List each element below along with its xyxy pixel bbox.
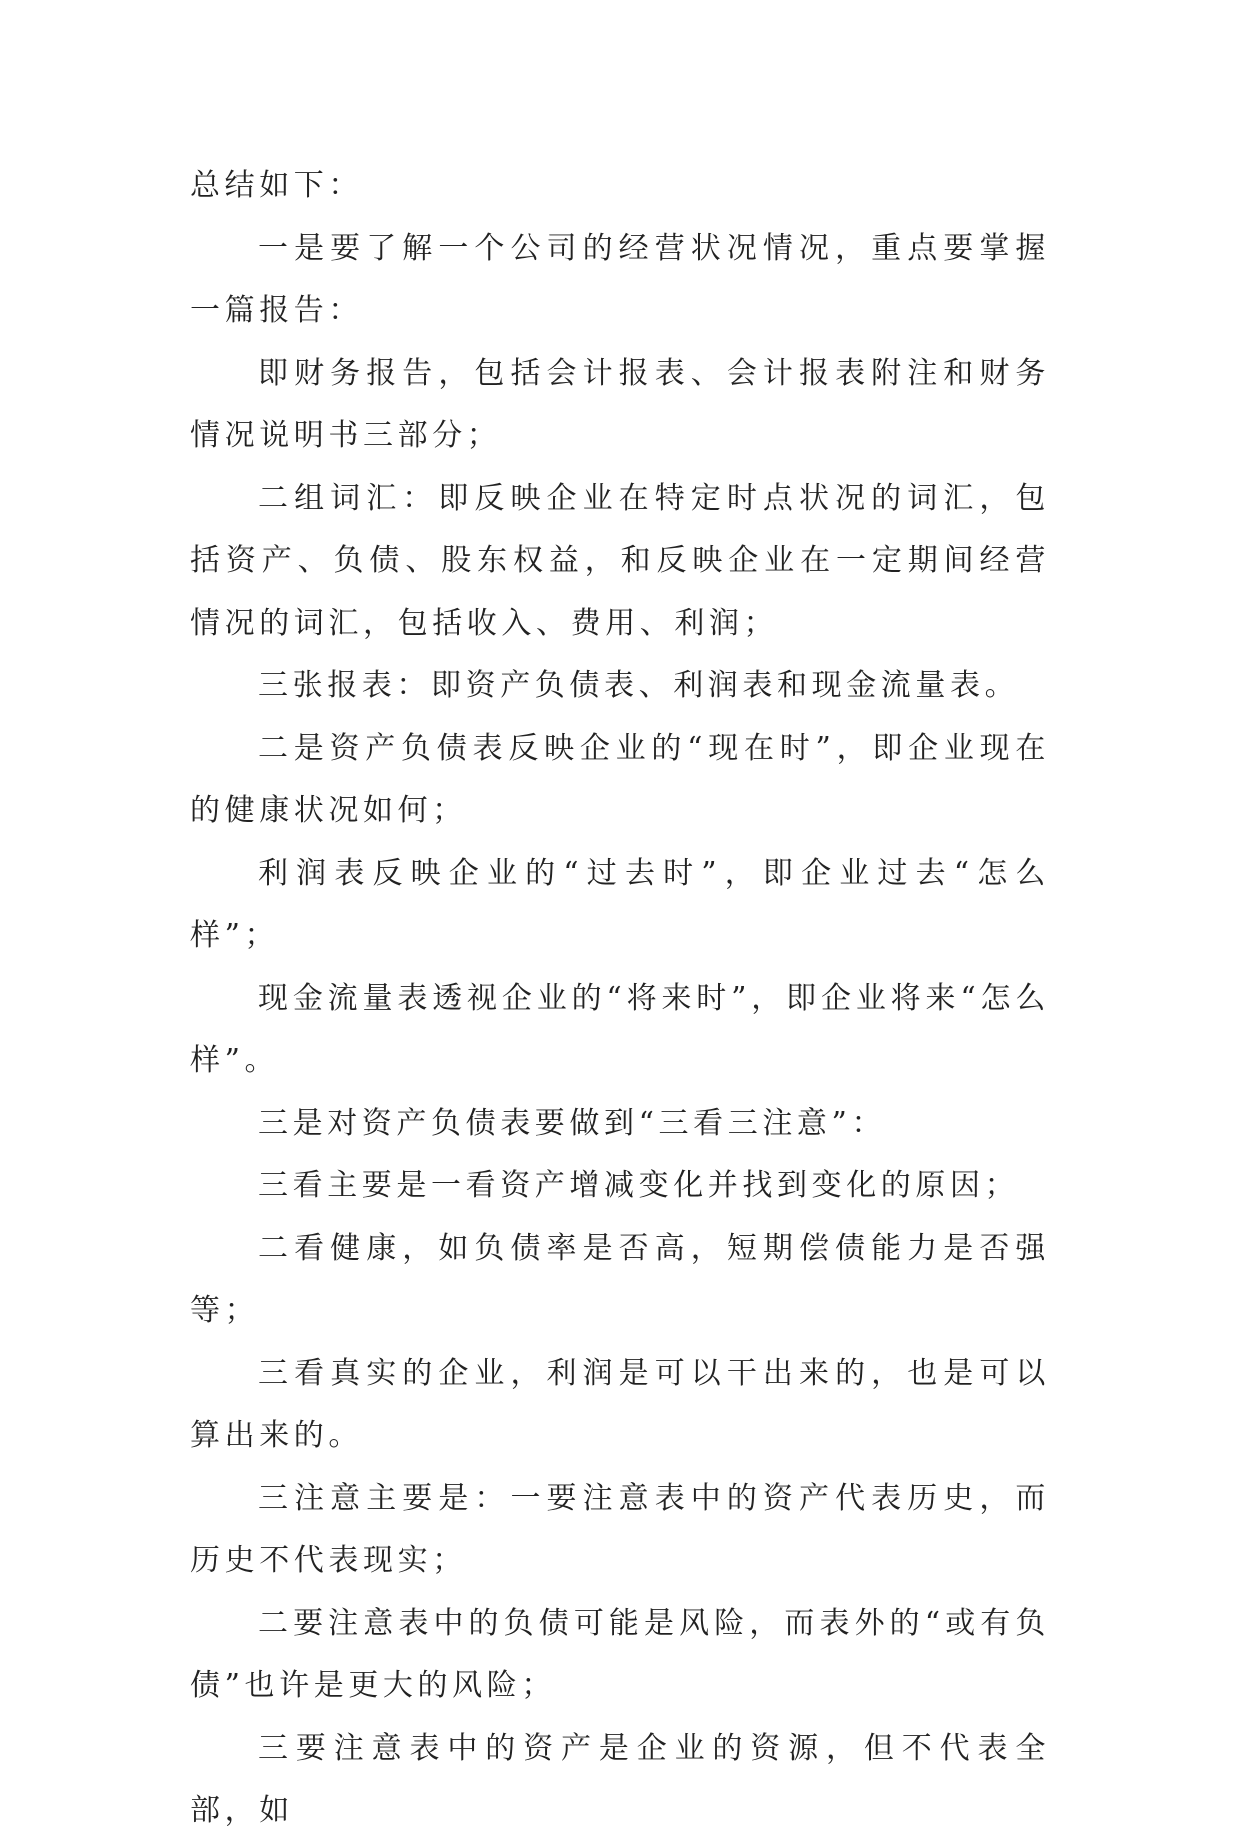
paragraph: 三是对资产负债表要做到“三看三注意”： (258, 1105, 887, 1141)
paragraph: 即财务报告，包括会计报表、会计报表附注和财务情况说明书三部分； (190, 355, 1050, 453)
paragraph: 二看健康，如负债率是否高，短期偿债能力是否强等； (190, 1230, 1050, 1328)
paragraph: 三要注意表中的资产是企业的资源，但不代表全部，如 (190, 1730, 1050, 1828)
paragraph: 一是要了解一个公司的经营状况情况，重点要掌握一篇报告： (190, 230, 1050, 328)
paragraph: 利润表反映企业的“过去时”，即企业过去“怎么样”； (190, 855, 1050, 953)
paragraph: 三看真实的企业，利润是可以干出来的，也是可以算出来的。 (190, 1355, 1050, 1453)
paragraph: 二是资产负债表反映企业的“现在时”，即企业现在的健康状况如何； (190, 730, 1050, 828)
document-body (190, 155, 1050, 1843)
paragraph: 总结如下： (190, 168, 363, 203)
paragraph: 三张报表：即资产负债表、利润表和现金流量表。 (258, 668, 1020, 703)
paragraph: 二组词汇：即反映企业在特定时点状况的词汇，包括资产、负债、股东权益，和反映企业在一定期间经营情况的词汇，包括收入、费用、利润； (190, 480, 1050, 641)
paragraph: 二要注意表中的负债可能是风险，而表外的“或有负债”也许是更大的风险； (190, 1605, 1050, 1703)
paragraph: 三看主要是一看资产增减变化并找到变化的原因； (258, 1168, 1020, 1203)
paragraph: 三注意主要是：一要注意表中的资产代表历史，而历史不代表现实； (190, 1480, 1050, 1578)
paragraph: 现金流量表透视企业的“将来时”，即企业将来“怎么样”。 (190, 980, 1050, 1078)
